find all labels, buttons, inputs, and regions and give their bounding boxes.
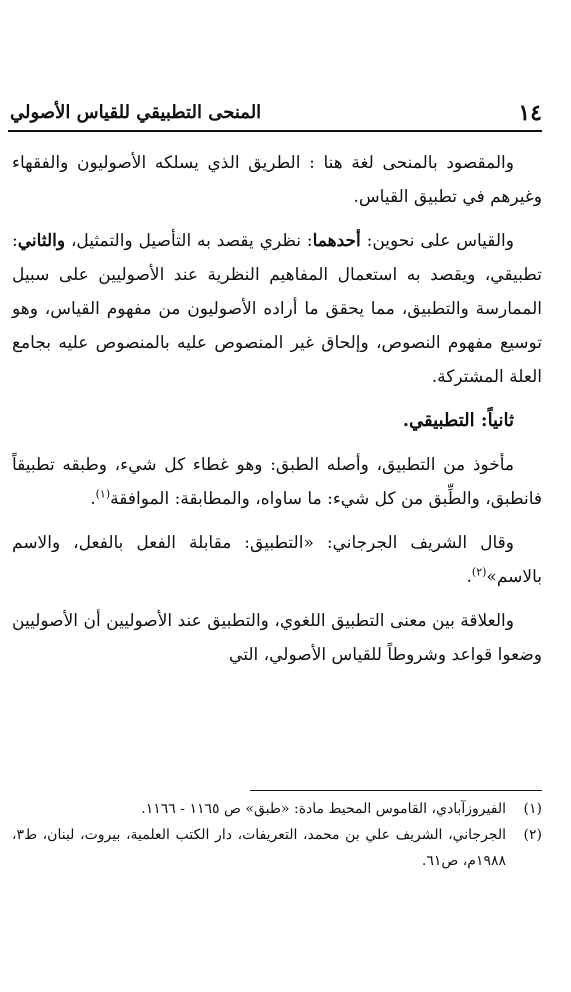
footnote-item <box>12 796 542 822</box>
paragraph-two-types <box>12 224 542 394</box>
paragraph-relation <box>12 604 542 672</box>
page-header <box>10 96 542 126</box>
first-type-text: : نظري يقصد به التأصيل والتمثيل، <box>65 231 313 251</box>
section-heading: ثانياً: التطبيقي. <box>402 410 514 431</box>
footnotes <box>12 796 542 874</box>
footnote-number: (٢) <box>523 827 542 843</box>
paragraph-text: مأخوذ من التطبيق، وأصله الطبق: وهو غطاء كل شيء، وطبقه تطبيقاً فانطبق، والطِّبق من كل شيء: ما ساواه، والمطابقة: الموافقة <box>12 455 542 509</box>
footnote-text: الجرجاني، الشريف علي بن محمد، التعريفات، دار الكتب العلمية، بيروت، لبنان، ط٣، ١٩٨٨م، ص٦١. <box>12 827 506 869</box>
footnote-reference-2[interactable]: (٢) <box>471 565 487 579</box>
paragraph-end: . <box>90 489 96 509</box>
paragraph-text: وقال الشريف الجرجاني: «التطبيق: مقابلة الفعل بالفعل، والاسم بالاسم» <box>12 533 542 587</box>
paragraph-end: . <box>466 567 472 587</box>
paragraph-etymology <box>12 448 542 516</box>
footnote-item <box>12 822 542 874</box>
paragraph-jurjani-quote <box>12 526 542 594</box>
footnote-text: الفيروزآبادي، القاموس المحيط مادة: «طبق» ص ١١٦٥ - ١١٦٦. <box>141 801 506 817</box>
page-number: ١٤ <box>518 100 542 126</box>
footnote-number: (١) <box>523 801 542 817</box>
body-text <box>12 146 542 682</box>
paragraph-text: والمقصود بالمنحى لغة هنا : الطريق الذي يسلكه الأصوليون والفقهاء وغيرهم في تطبيق القياس. <box>12 153 542 207</box>
footnote-rule <box>250 790 542 791</box>
paragraph-text-start: والقياس على نحوين: <box>360 231 514 251</box>
paragraph-definition <box>12 146 542 214</box>
first-type-label: أحدهما <box>312 231 361 251</box>
footnote-reference-1[interactable]: (١) <box>95 487 111 501</box>
running-title: المنحى التطبيقي للقياس الأصولي <box>10 102 262 123</box>
second-type-label: والثاني <box>17 231 66 251</box>
second-type-text: : تطبيقي، ويقصد به استعمال المفاهيم النظرية عند الأصوليين على سبيل الممارسة والتطبيق، مما يحقق ما أراده الأصوليون من مفهوم القياس، وهو توسيع مفهوم النصوص، وإلحاق غير المنصوص عليه بالمنصوص عليه بجامع العلة المشتركة. <box>12 231 542 387</box>
header-rule <box>8 130 542 132</box>
paragraph-text: والعلاقة بين معنى التطبيق اللغوي، والتطبيق عند الأصوليين أن الأصوليين وضعوا قواعد وشروطاً للقياس الأصولي، التي <box>12 611 542 665</box>
